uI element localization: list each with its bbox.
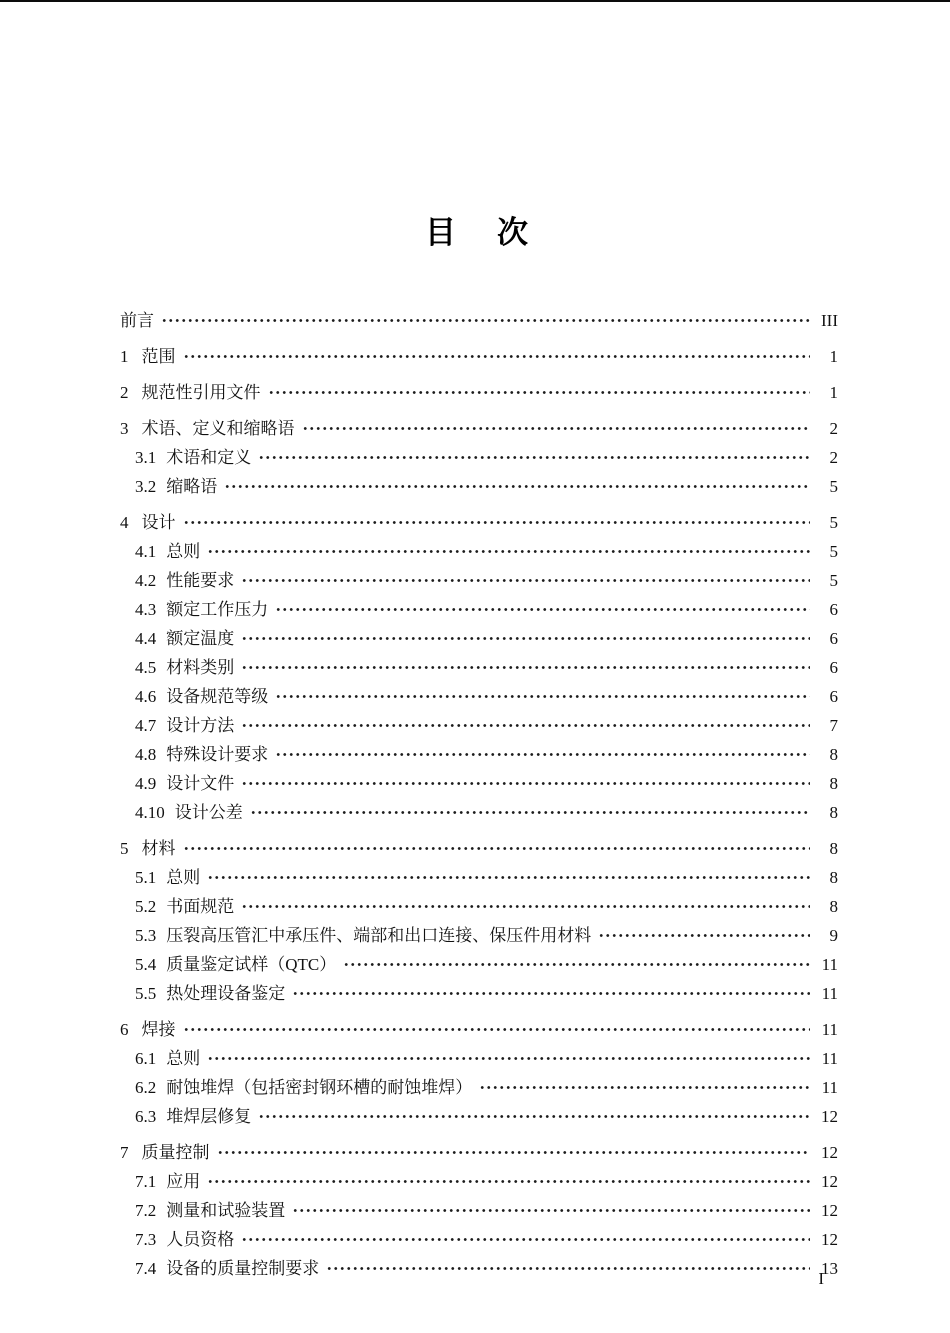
toc-entry xyxy=(120,1044,838,1073)
dot-leader xyxy=(326,1260,810,1277)
dot-leader xyxy=(183,514,811,531)
toc-entry-title: 特殊设计要求 xyxy=(166,745,269,764)
dot-leader xyxy=(183,840,811,857)
toc-entry xyxy=(120,863,838,892)
dot-leader xyxy=(292,985,810,1002)
toc-entry-title: 设计文件 xyxy=(166,774,235,793)
toc-entry-page: 6 xyxy=(829,658,838,677)
toc-entry-title: 耐蚀堆焊（包括密封钢环槽的耐蚀堆焊） xyxy=(166,1078,473,1097)
toc-entry-number: 4.7 xyxy=(135,716,157,735)
dot-leader xyxy=(207,1173,810,1190)
dot-leader xyxy=(217,1144,811,1161)
toc-entry-title: 缩略语 xyxy=(166,477,218,496)
toc-entry-title: 总则 xyxy=(166,1049,201,1068)
toc-entry-number: 4.9 xyxy=(135,774,157,793)
toc-entry xyxy=(120,740,838,769)
toc-entry-page: 11 xyxy=(821,984,838,1003)
toc-entry-title: 设计公差 xyxy=(174,803,243,822)
toc-entry-number: 4.10 xyxy=(135,803,165,822)
toc-entry-number: 4.5 xyxy=(135,658,157,677)
toc-entry-page: III xyxy=(821,311,838,330)
toc-entry-title: 设计 xyxy=(141,513,176,532)
toc-entry xyxy=(120,378,838,407)
toc-entry-number: 5.1 xyxy=(135,868,157,887)
dot-leader xyxy=(241,775,810,792)
dot-leader xyxy=(183,1021,811,1038)
toc-entry xyxy=(120,566,838,595)
toc-entry-title: 总则 xyxy=(166,868,201,887)
toc-entry-title: 规范性引用文件 xyxy=(141,383,261,402)
dot-leader xyxy=(250,804,810,821)
toc-entry-number: 3 xyxy=(120,419,129,438)
toc-entry-page: 5 xyxy=(829,513,838,532)
toc-entry-title: 焊接 xyxy=(141,1020,176,1039)
toc-entry-title: 性能要求 xyxy=(166,571,235,590)
dot-leader xyxy=(183,348,811,365)
toc-entry-title: 总则 xyxy=(166,542,201,561)
toc-entry-page: 11 xyxy=(821,955,838,974)
dot-leader xyxy=(258,1108,810,1125)
toc-entry xyxy=(120,624,838,653)
dot-leader xyxy=(241,630,810,647)
toc-entry-number: 7.1 xyxy=(135,1172,157,1191)
toc-entry-title: 额定工作压力 xyxy=(166,600,269,619)
dot-leader xyxy=(598,927,810,944)
toc-entry-title: 术语和定义 xyxy=(166,448,252,467)
toc-entry xyxy=(120,1167,838,1196)
toc-entry xyxy=(120,595,838,624)
toc-entry xyxy=(120,414,838,443)
toc-entry-number: 4.1 xyxy=(135,542,157,561)
toc-entry-number: 2 xyxy=(120,383,129,402)
toc-entry-title: 设计方法 xyxy=(166,716,235,735)
dot-leader xyxy=(479,1079,810,1096)
toc-entry-title: 人员资格 xyxy=(166,1230,235,1249)
toc-entry-page: 7 xyxy=(829,716,838,735)
toc-entry-number: 3.1 xyxy=(135,448,157,467)
toc-entry xyxy=(120,1254,838,1283)
toc-entry-number: 7.3 xyxy=(135,1230,157,1249)
toc-entry xyxy=(120,921,838,950)
dot-leader xyxy=(343,956,810,973)
dot-leader xyxy=(207,543,810,560)
toc-entry-number: 4.4 xyxy=(135,629,157,648)
toc-entry xyxy=(120,711,838,740)
toc-entry-page: 11 xyxy=(821,1049,838,1068)
toc-entry xyxy=(120,1073,838,1102)
toc-entry-title: 测量和试验装置 xyxy=(166,1201,286,1220)
dot-leader xyxy=(241,717,810,734)
dot-leader xyxy=(302,420,811,437)
toc-entry-title: 质量鉴定试样（QTC） xyxy=(166,955,337,974)
toc-entry xyxy=(120,508,838,537)
toc-entry-page: 2 xyxy=(829,419,838,438)
toc-entry-title: 压裂高压管汇中承压件、端部和出口连接、保压件用材料 xyxy=(166,926,592,945)
toc-entry xyxy=(120,1102,838,1131)
toc-entry xyxy=(120,1196,838,1225)
toc-entry xyxy=(120,1015,838,1044)
toc-entry-page: 1 xyxy=(829,347,838,366)
toc-entry-title: 书面规范 xyxy=(166,897,235,916)
toc-entry-page: 2 xyxy=(829,448,838,467)
toc-entry-page: 12 xyxy=(821,1230,838,1249)
toc-entry-page: 8 xyxy=(829,803,838,822)
toc-entry-page: 8 xyxy=(829,897,838,916)
toc-entry-title: 前言 xyxy=(120,311,154,330)
dot-leader xyxy=(275,688,810,705)
toc-entry-title: 质量控制 xyxy=(141,1143,210,1162)
toc-entry-title: 材料类别 xyxy=(166,658,235,677)
toc-entry-page: 6 xyxy=(829,629,838,648)
toc-entry xyxy=(120,682,838,711)
toc-entry-page: 8 xyxy=(829,839,838,858)
toc-entry-number: 7.2 xyxy=(135,1201,157,1220)
toc-entry-number: 4.6 xyxy=(135,687,157,706)
toc-entry-page: 1 xyxy=(829,383,838,402)
toc-entry-number: 5.5 xyxy=(135,984,157,1003)
toc-entry-page: 12 xyxy=(821,1107,838,1126)
toc-entry-title: 应用 xyxy=(166,1172,201,1191)
toc-entry xyxy=(120,979,838,1008)
toc-entry xyxy=(120,443,838,472)
page-title: 目 次 xyxy=(425,215,533,250)
toc-entry-page: 6 xyxy=(829,600,838,619)
toc-entry-title: 热处理设备鉴定 xyxy=(166,984,286,1003)
toc-entry xyxy=(120,834,838,863)
toc-entry-page: 9 xyxy=(829,926,838,945)
dot-leader xyxy=(207,869,810,886)
dot-leader xyxy=(224,478,810,495)
toc-entry-number: 7.4 xyxy=(135,1259,157,1278)
dot-leader xyxy=(207,1050,810,1067)
toc-entry-page: 8 xyxy=(829,745,838,764)
toc-entry xyxy=(120,1225,838,1254)
toc-entry-number: 7 xyxy=(120,1143,129,1162)
toc-entry-title: 设备的质量控制要求 xyxy=(166,1259,320,1278)
toc-entry-page: 11 xyxy=(821,1078,838,1097)
dot-leader xyxy=(161,312,810,329)
toc-entry-page: 5 xyxy=(829,477,838,496)
dot-leader xyxy=(241,659,810,676)
toc-entry-number: 6 xyxy=(120,1020,129,1039)
toc-entry-number: 5.3 xyxy=(135,926,157,945)
toc-entry xyxy=(120,769,838,798)
dot-leader xyxy=(258,449,810,466)
toc-entry-number: 6.2 xyxy=(135,1078,157,1097)
dot-leader xyxy=(275,746,810,763)
toc-entry-page: 5 xyxy=(829,571,838,590)
toc-entry xyxy=(120,472,838,501)
toc-entry-page: 11 xyxy=(821,1020,838,1039)
toc-entry-number: 5.2 xyxy=(135,897,157,916)
toc-entry-number: 4 xyxy=(120,513,129,532)
toc-entry-number: 6.3 xyxy=(135,1107,157,1126)
toc-entry xyxy=(120,1138,838,1167)
toc-entry-number: 4.8 xyxy=(135,745,157,764)
dot-leader xyxy=(268,384,811,401)
toc-entry-title: 设备规范等级 xyxy=(166,687,269,706)
toc-entry-page: 12 xyxy=(821,1201,838,1220)
footer-page-number: I xyxy=(818,1269,824,1288)
toc-entry-title: 术语、定义和缩略语 xyxy=(141,419,295,438)
toc-entry-number: 5.4 xyxy=(135,955,157,974)
toc-entry xyxy=(120,798,838,827)
dot-leader xyxy=(241,572,810,589)
toc-entry-number: 3.2 xyxy=(135,477,157,496)
toc-entry-number: 4.3 xyxy=(135,600,157,619)
toc-entry-title: 堆焊层修复 xyxy=(166,1107,252,1126)
toc-entry xyxy=(120,342,838,371)
toc-entry-number: 6.1 xyxy=(135,1049,157,1068)
toc-entry-number: 1 xyxy=(120,347,129,366)
dot-leader xyxy=(241,1231,810,1248)
toc-entry-title: 材料 xyxy=(141,839,176,858)
dot-leader xyxy=(292,1202,810,1219)
toc-entry-page: 12 xyxy=(821,1143,838,1162)
toc-entry xyxy=(120,950,838,979)
toc-entry-page: 6 xyxy=(829,687,838,706)
toc-entry xyxy=(120,306,838,335)
toc-entry-number: 5 xyxy=(120,839,129,858)
toc-entry xyxy=(120,537,838,566)
toc-entry-title: 额定温度 xyxy=(166,629,235,648)
table-of-contents xyxy=(120,306,838,1283)
toc-entry xyxy=(120,653,838,682)
dot-leader xyxy=(275,601,810,618)
toc-entry-page: 13 xyxy=(821,1259,838,1278)
toc-entry xyxy=(120,892,838,921)
toc-entry-title: 范围 xyxy=(141,347,176,366)
toc-entry-page: 5 xyxy=(829,542,838,561)
toc-entry-number: 4.2 xyxy=(135,571,157,590)
toc-entry-page: 8 xyxy=(829,868,838,887)
dot-leader xyxy=(241,898,810,915)
toc-entry-page: 8 xyxy=(829,774,838,793)
toc-entry-page: 12 xyxy=(821,1172,838,1191)
